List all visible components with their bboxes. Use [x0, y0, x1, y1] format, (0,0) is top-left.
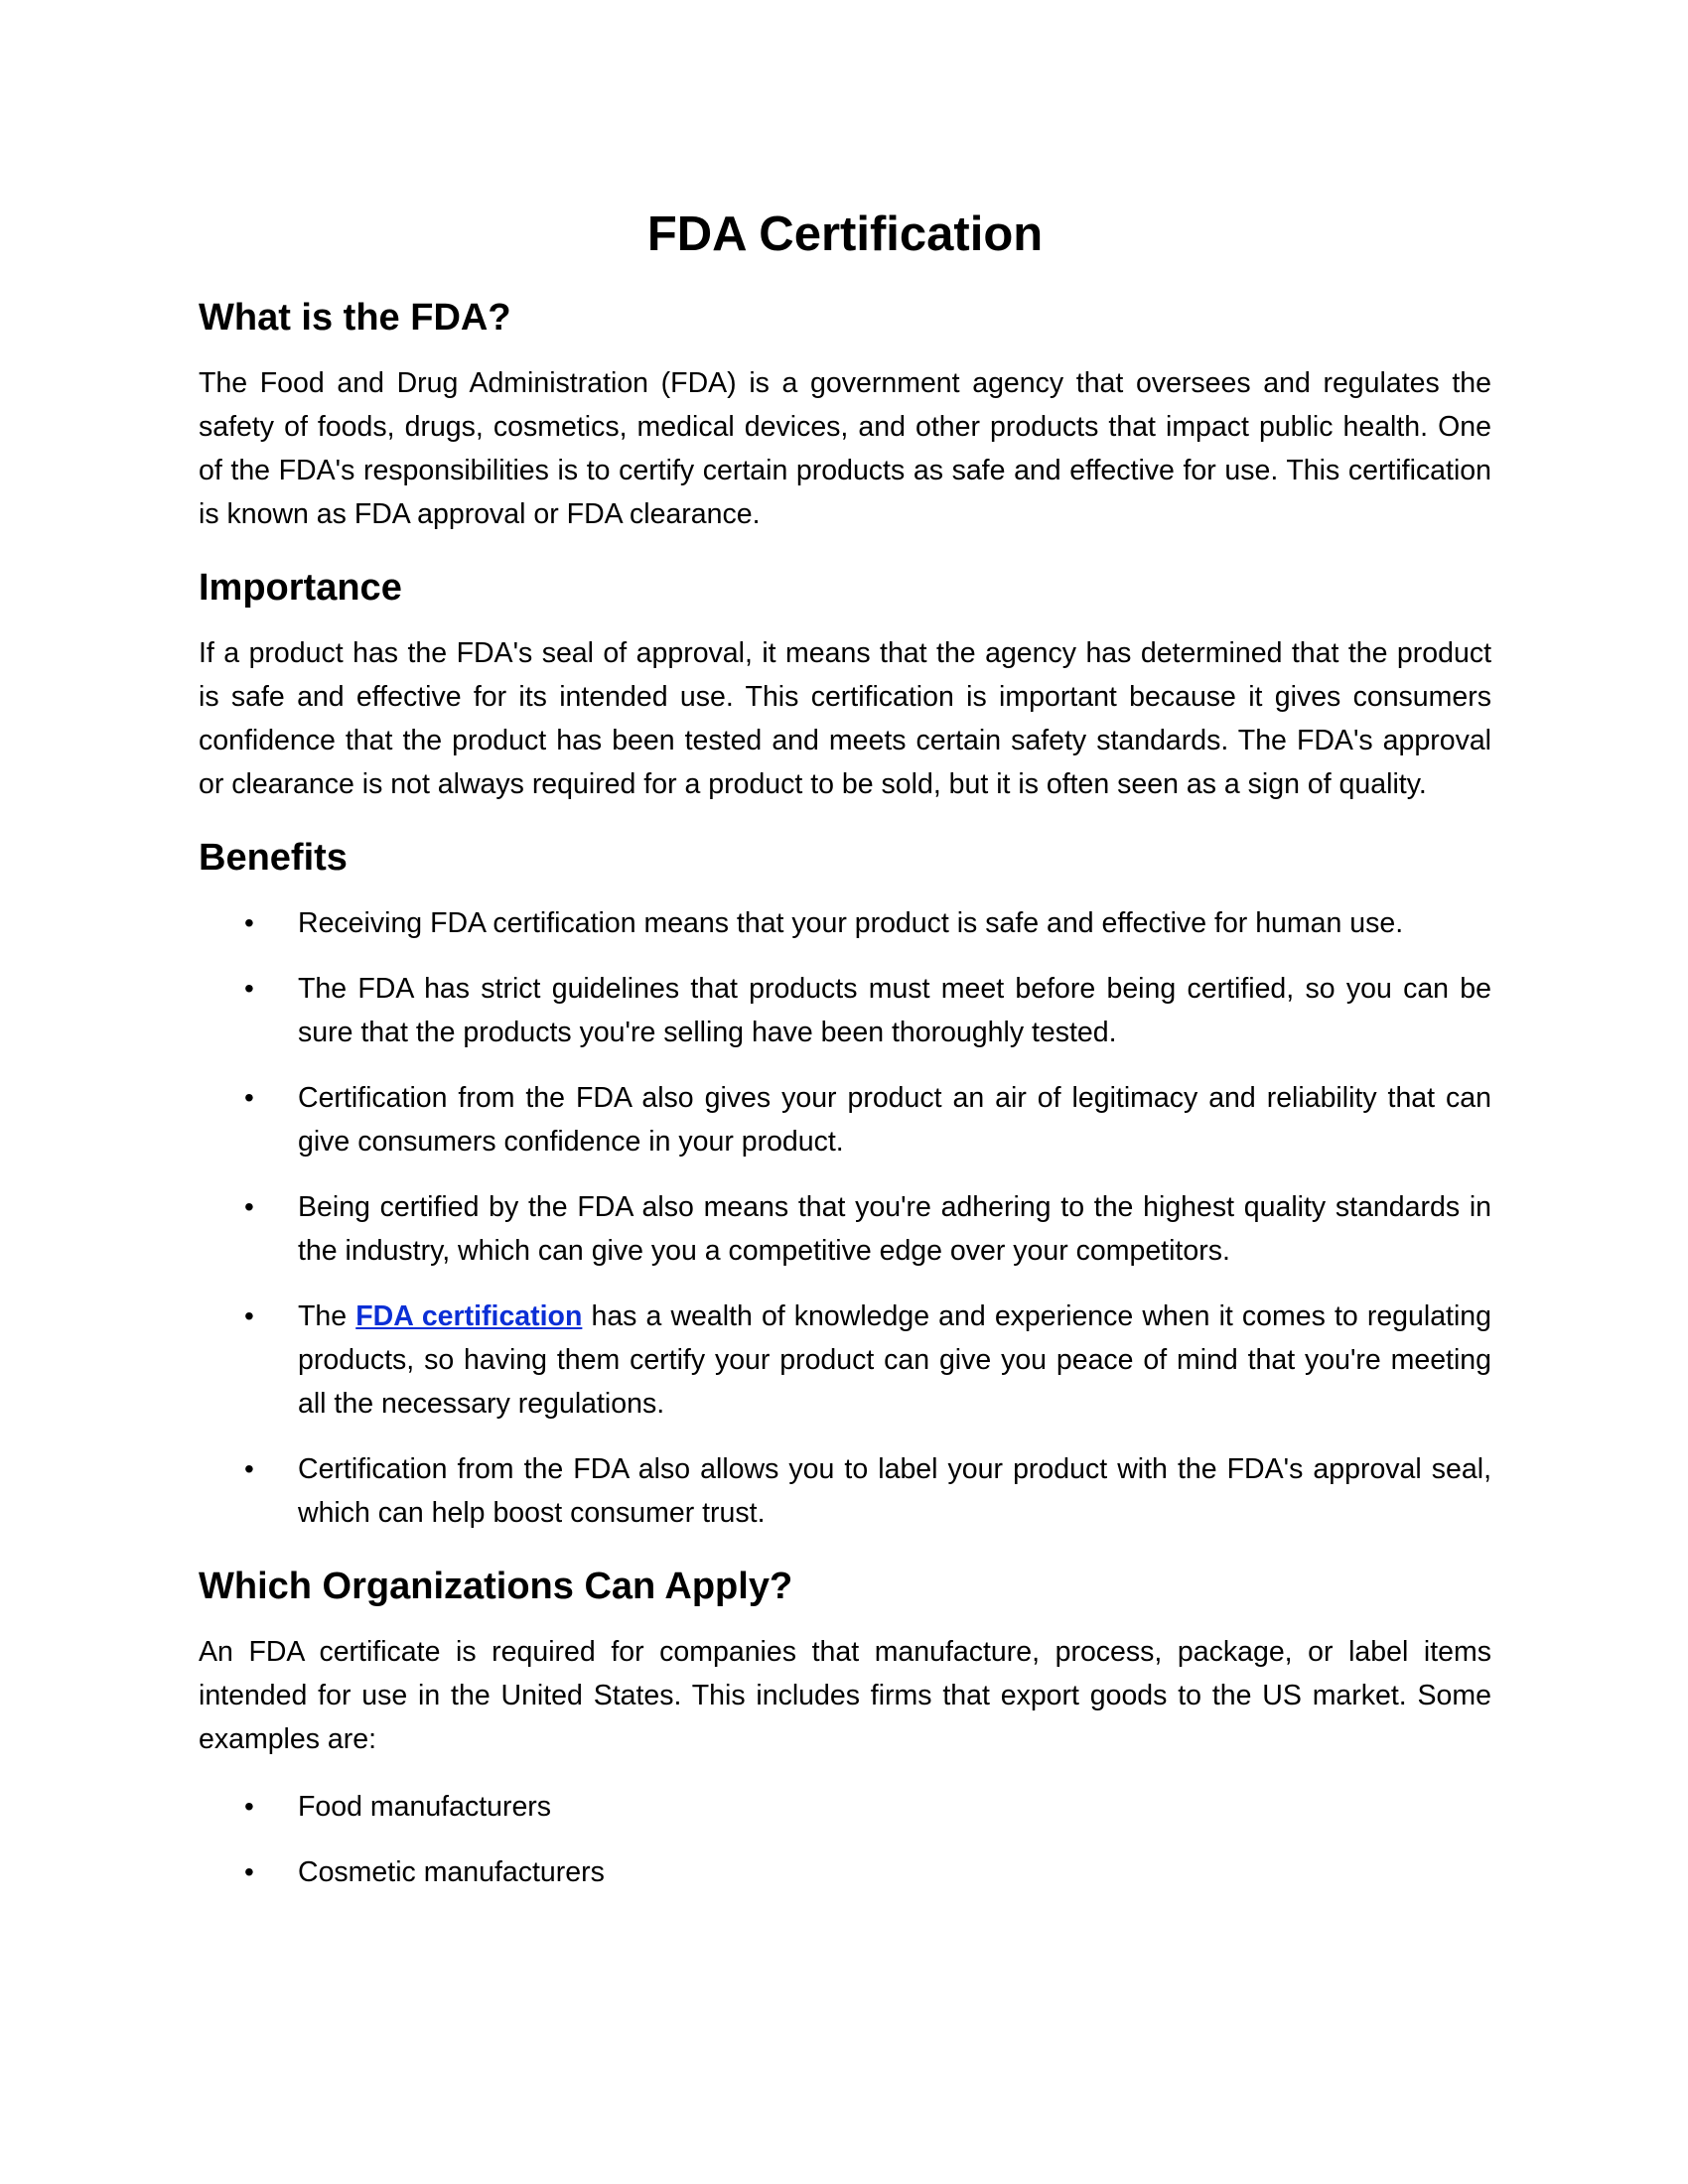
- section-which-organizations: [199, 1559, 1491, 1894]
- section-importance: [199, 560, 1491, 806]
- page-title: FDA Certification: [646, 207, 1044, 261]
- list-item: • The FDA has strict guidelines that products must meet before being certified, so you can be sure that the products you're selling have been thoroughly tested.: [199, 967, 1491, 1054]
- section-heading: Which Organizations Can Apply?: [199, 1566, 793, 1607]
- list-item: • Cosmetic manufacturers: [199, 1850, 1491, 1894]
- list-item: • Certification from the FDA also allows you to label your product with the FDA's approval seal, which can help boost consumer trust.: [199, 1447, 1491, 1535]
- list-item: • Food manufacturers: [199, 1785, 1491, 1829]
- list-item-text: has a wealth of knowledge and experience when it comes to regulating products, so having them certify your product can give you peace of mind that you're meeting all the necessary regulations.: [298, 1300, 1491, 1420]
- paragraph: The Food and Drug Administration (FDA) is a government agency that oversees and regulates the safety of foods, drugs, cosmetics, medical devices, and other products that impact public health. One of the FDA's responsibilities is to certify certain products as safe and effective for use. This certification is known as FDA approval or FDA clearance.: [199, 367, 1491, 530]
- list-item: • Receiving FDA certification means that your product is safe and effective for human use.: [199, 901, 1491, 945]
- section-heading: Importance: [199, 567, 402, 609]
- benefits-list: [199, 901, 1491, 1535]
- fda-certification-link[interactable]: FDA certification: [355, 1300, 583, 1332]
- organizations-list: [199, 1785, 1491, 1894]
- list-item-text: The: [298, 1300, 356, 1332]
- section-benefits: [199, 830, 1491, 1535]
- document-page: [199, 199, 1491, 1918]
- list-item: [199, 1295, 1491, 1426]
- list-item: • Certification from the FDA also gives your product an air of legitimacy and reliability that can give consumers confidence in your product.: [199, 1076, 1491, 1163]
- paragraph: An FDA certificate is required for companies that manufacture, process, package, or label items intended for use in the United States. This includes firms that export goods to the US market. Some examples are:: [199, 1636, 1491, 1755]
- section-heading: What is the FDA?: [199, 297, 511, 339]
- paragraph: If a product has the FDA's seal of approval, it means that the agency has determined that the product is safe and effective for its intended use. This certification is important because it gives consumers confidence that the product has been tested and meets certain safety standards. The FDA's approval or clearance is not always required for a product to be sold, but it is often seen as a sign of quality.: [199, 637, 1491, 800]
- section-what-is-fda: [199, 290, 1491, 536]
- list-item: • Being certified by the FDA also means that you're adhering to the highest quality standards in the industry, which can give you a competitive edge over your competitors.: [199, 1185, 1491, 1273]
- section-heading: Benefits: [199, 837, 348, 879]
